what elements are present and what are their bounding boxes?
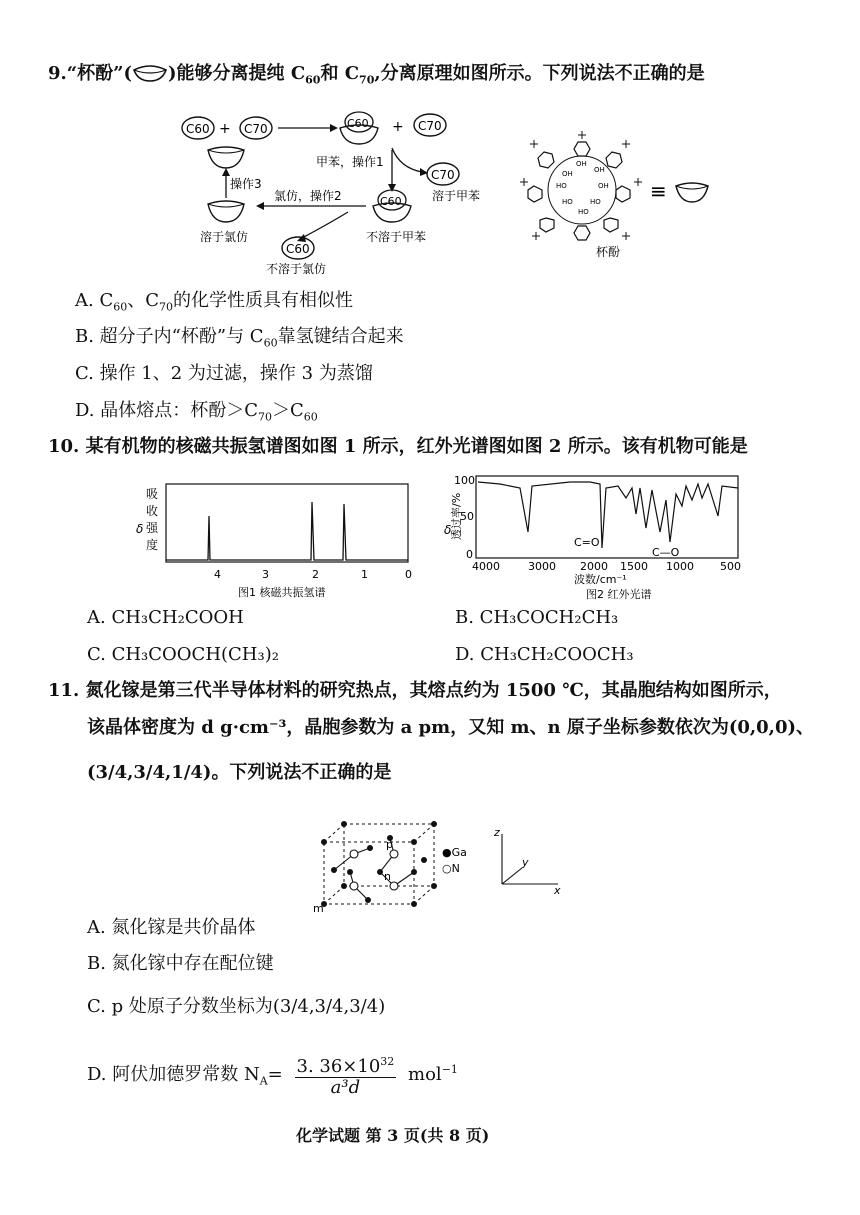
svg-text:1: 1 xyxy=(361,568,368,581)
svg-text:4: 4 xyxy=(214,568,221,581)
page-footer: 化学试题 第 3 页(共 8 页) xyxy=(296,1126,490,1145)
q11-option-c: C. p 处原子分数坐标为(3/4,3/4,3/4) xyxy=(87,996,386,1017)
atom-p-label: p xyxy=(386,838,393,851)
q9-stem: 9.“杯酚”( )能够分离提纯 $C_{60}$和 $C_{70}$,分离原理如图所示。下列说法不正确的是 xyxy=(48,63,705,87)
nmr-ticks xyxy=(214,568,412,581)
svg-text:HO: HO xyxy=(578,208,589,216)
q11-stem-line3: (3/4,3/4,1/4)。下列说法不正确的是 xyxy=(87,762,392,783)
svg-text:HO: HO xyxy=(562,198,573,206)
q9-option-d: D. 晶体熔点：杯酚$>C_{70}>C_{60}$ xyxy=(75,400,318,424)
c60-label: C60 xyxy=(380,195,402,208)
ir-trace xyxy=(478,482,738,548)
svg-text:收: 收 xyxy=(146,504,159,518)
ir-y-tick: 50 xyxy=(460,510,474,523)
nmr-plot-area xyxy=(166,484,408,562)
legend-n: ○N xyxy=(442,862,460,875)
svg-text:500: 500 xyxy=(720,560,741,573)
svg-text:强: 强 xyxy=(146,521,159,535)
ga-atoms xyxy=(321,821,437,907)
nmr-spectrum-figure xyxy=(130,478,430,604)
svg-text:0: 0 xyxy=(405,568,412,581)
op1-label: 甲苯，操作1 xyxy=(316,155,384,169)
op2-label: 氯仿，操作2 xyxy=(274,189,342,203)
plus-sign: + xyxy=(392,119,404,135)
insoluble-chloroform-label: 不溶于氯仿 xyxy=(266,262,327,276)
ir-co-double-label: C=O xyxy=(574,536,600,549)
equivalent-sign: ≡ xyxy=(650,179,667,203)
svg-text:HO: HO xyxy=(590,198,601,206)
q11-stem-line1: 11. 氮化镓是第三代半导体材料的研究热点，其熔点约为 1500 ℃，其晶胞结构如图所示， xyxy=(48,680,782,701)
calixarene-structure xyxy=(520,131,642,240)
svg-text:HO: HO xyxy=(556,182,567,190)
svg-text:度: 度 xyxy=(146,538,159,552)
svg-text:1500: 1500 xyxy=(620,560,648,573)
op3-label: 操作3 xyxy=(230,177,262,191)
q9-separation-diagram xyxy=(170,108,770,278)
calixarene-bowl xyxy=(208,147,244,168)
svg-text:1000: 1000 xyxy=(666,560,694,573)
q11-option-a: A. 氮化镓是共价晶体 xyxy=(87,917,256,938)
nmr-ylabel xyxy=(146,487,159,552)
q9-option-c: C. 操作 1、2 为过滤，操作 3 为蒸馏 xyxy=(75,363,373,384)
q10-option-c: C. CH₃COOCH(CH₃)₂ xyxy=(87,644,279,665)
axis-z-label: z xyxy=(494,826,500,839)
svg-text:3000: 3000 xyxy=(528,560,556,573)
c60-label: C60 xyxy=(286,242,310,256)
q10-stem: 10. 某有机物的核磁共振氢谱图如图 1 所示，红外光谱图如图 2 所示。该有机物可能是 xyxy=(48,436,748,457)
axis-icon xyxy=(502,834,558,884)
svg-text:3: 3 xyxy=(262,568,269,581)
bowl-icon xyxy=(676,183,708,202)
nmr-trace xyxy=(166,502,408,560)
c70-label: C70 xyxy=(418,119,442,133)
axis-y-label: y xyxy=(522,856,529,869)
ir-spectrum-figure xyxy=(440,470,750,604)
ir-ticks xyxy=(472,560,741,573)
atom-m-label: m xyxy=(313,902,324,915)
q11-option-b: B. 氮化镓中存在配位键 xyxy=(87,953,274,974)
ir-delta-label: δ xyxy=(444,523,452,537)
c60-label: C60 xyxy=(186,122,210,136)
c70-label: C70 xyxy=(431,168,455,182)
q11-stem-line2: 该晶体密度为 d g·cm⁻³，晶胞参数为 a pm，又知 m、n 原子坐标参数依次为(0,0,0)、 xyxy=(87,717,814,738)
svg-text:OH: OH xyxy=(594,166,605,174)
svg-text:OH: OH xyxy=(562,170,573,178)
ir-y-tick: 100 xyxy=(454,474,475,487)
q11-option-d: D. 阿伏加德罗常数 $N_A=$ $\frac{3. 36\times 10^{32}}{\text{a³d}}$ mol$^{-1}$ xyxy=(87,1052,458,1098)
q10-option-b: B. CH₃COCH₂CH₃ xyxy=(455,607,619,628)
legend-ga: ●Ga xyxy=(442,846,467,859)
dissolve-toluene-label: 溶于甲苯 xyxy=(432,189,481,203)
svg-text:2000: 2000 xyxy=(580,560,608,573)
svg-text:2: 2 xyxy=(312,568,319,581)
svg-text:4000: 4000 xyxy=(472,560,500,573)
q10-option-d: D. CH₃CH₂COOCH₃ xyxy=(455,644,634,665)
ir-co-single-label: C—O xyxy=(652,546,680,559)
bowl-icon xyxy=(132,64,168,82)
q10-option-a: A. CH₃CH₂COOH xyxy=(87,607,244,628)
calixarene-label: 杯酚 xyxy=(596,245,621,259)
nmr-delta-label: δ xyxy=(136,522,144,536)
nA-fraction: $\frac{3. 36\times 10^{32}}{\text{a³d}}$ xyxy=(295,1052,397,1098)
gan-unit-cell-figure xyxy=(310,820,590,916)
dissolve-chloroform-label: 溶于氯仿 xyxy=(200,230,249,244)
c70-label: C70 xyxy=(244,122,268,136)
svg-text:OH: OH xyxy=(576,160,587,168)
svg-text:吸: 吸 xyxy=(146,487,159,501)
atom-n-label: n xyxy=(384,870,391,883)
ir-y-tick: 0 xyxy=(466,548,473,561)
nmr-caption: 图1 核磁共振氢谱 xyxy=(238,586,326,599)
ir-ylabel: 透过率/% xyxy=(450,492,463,540)
ir-caption: 图2 红外光谱 xyxy=(586,588,652,601)
q9-option-b: B. 超分子内“杯酚”与 $C_{60}$靠氢键结合起来 xyxy=(75,326,404,350)
c60-label: C60 xyxy=(347,117,369,130)
q9-option-a: A. $C_{60}$、$C_{70}$的化学性质具有相似性 xyxy=(75,290,353,314)
svg-text:OH: OH xyxy=(598,182,609,190)
plus-sign: + xyxy=(219,121,231,137)
insoluble-toluene-label: 不溶于甲苯 xyxy=(366,230,427,244)
axis-x-label: x xyxy=(554,884,561,897)
ir-xlabel: 波数/cm⁻¹ xyxy=(574,573,627,586)
